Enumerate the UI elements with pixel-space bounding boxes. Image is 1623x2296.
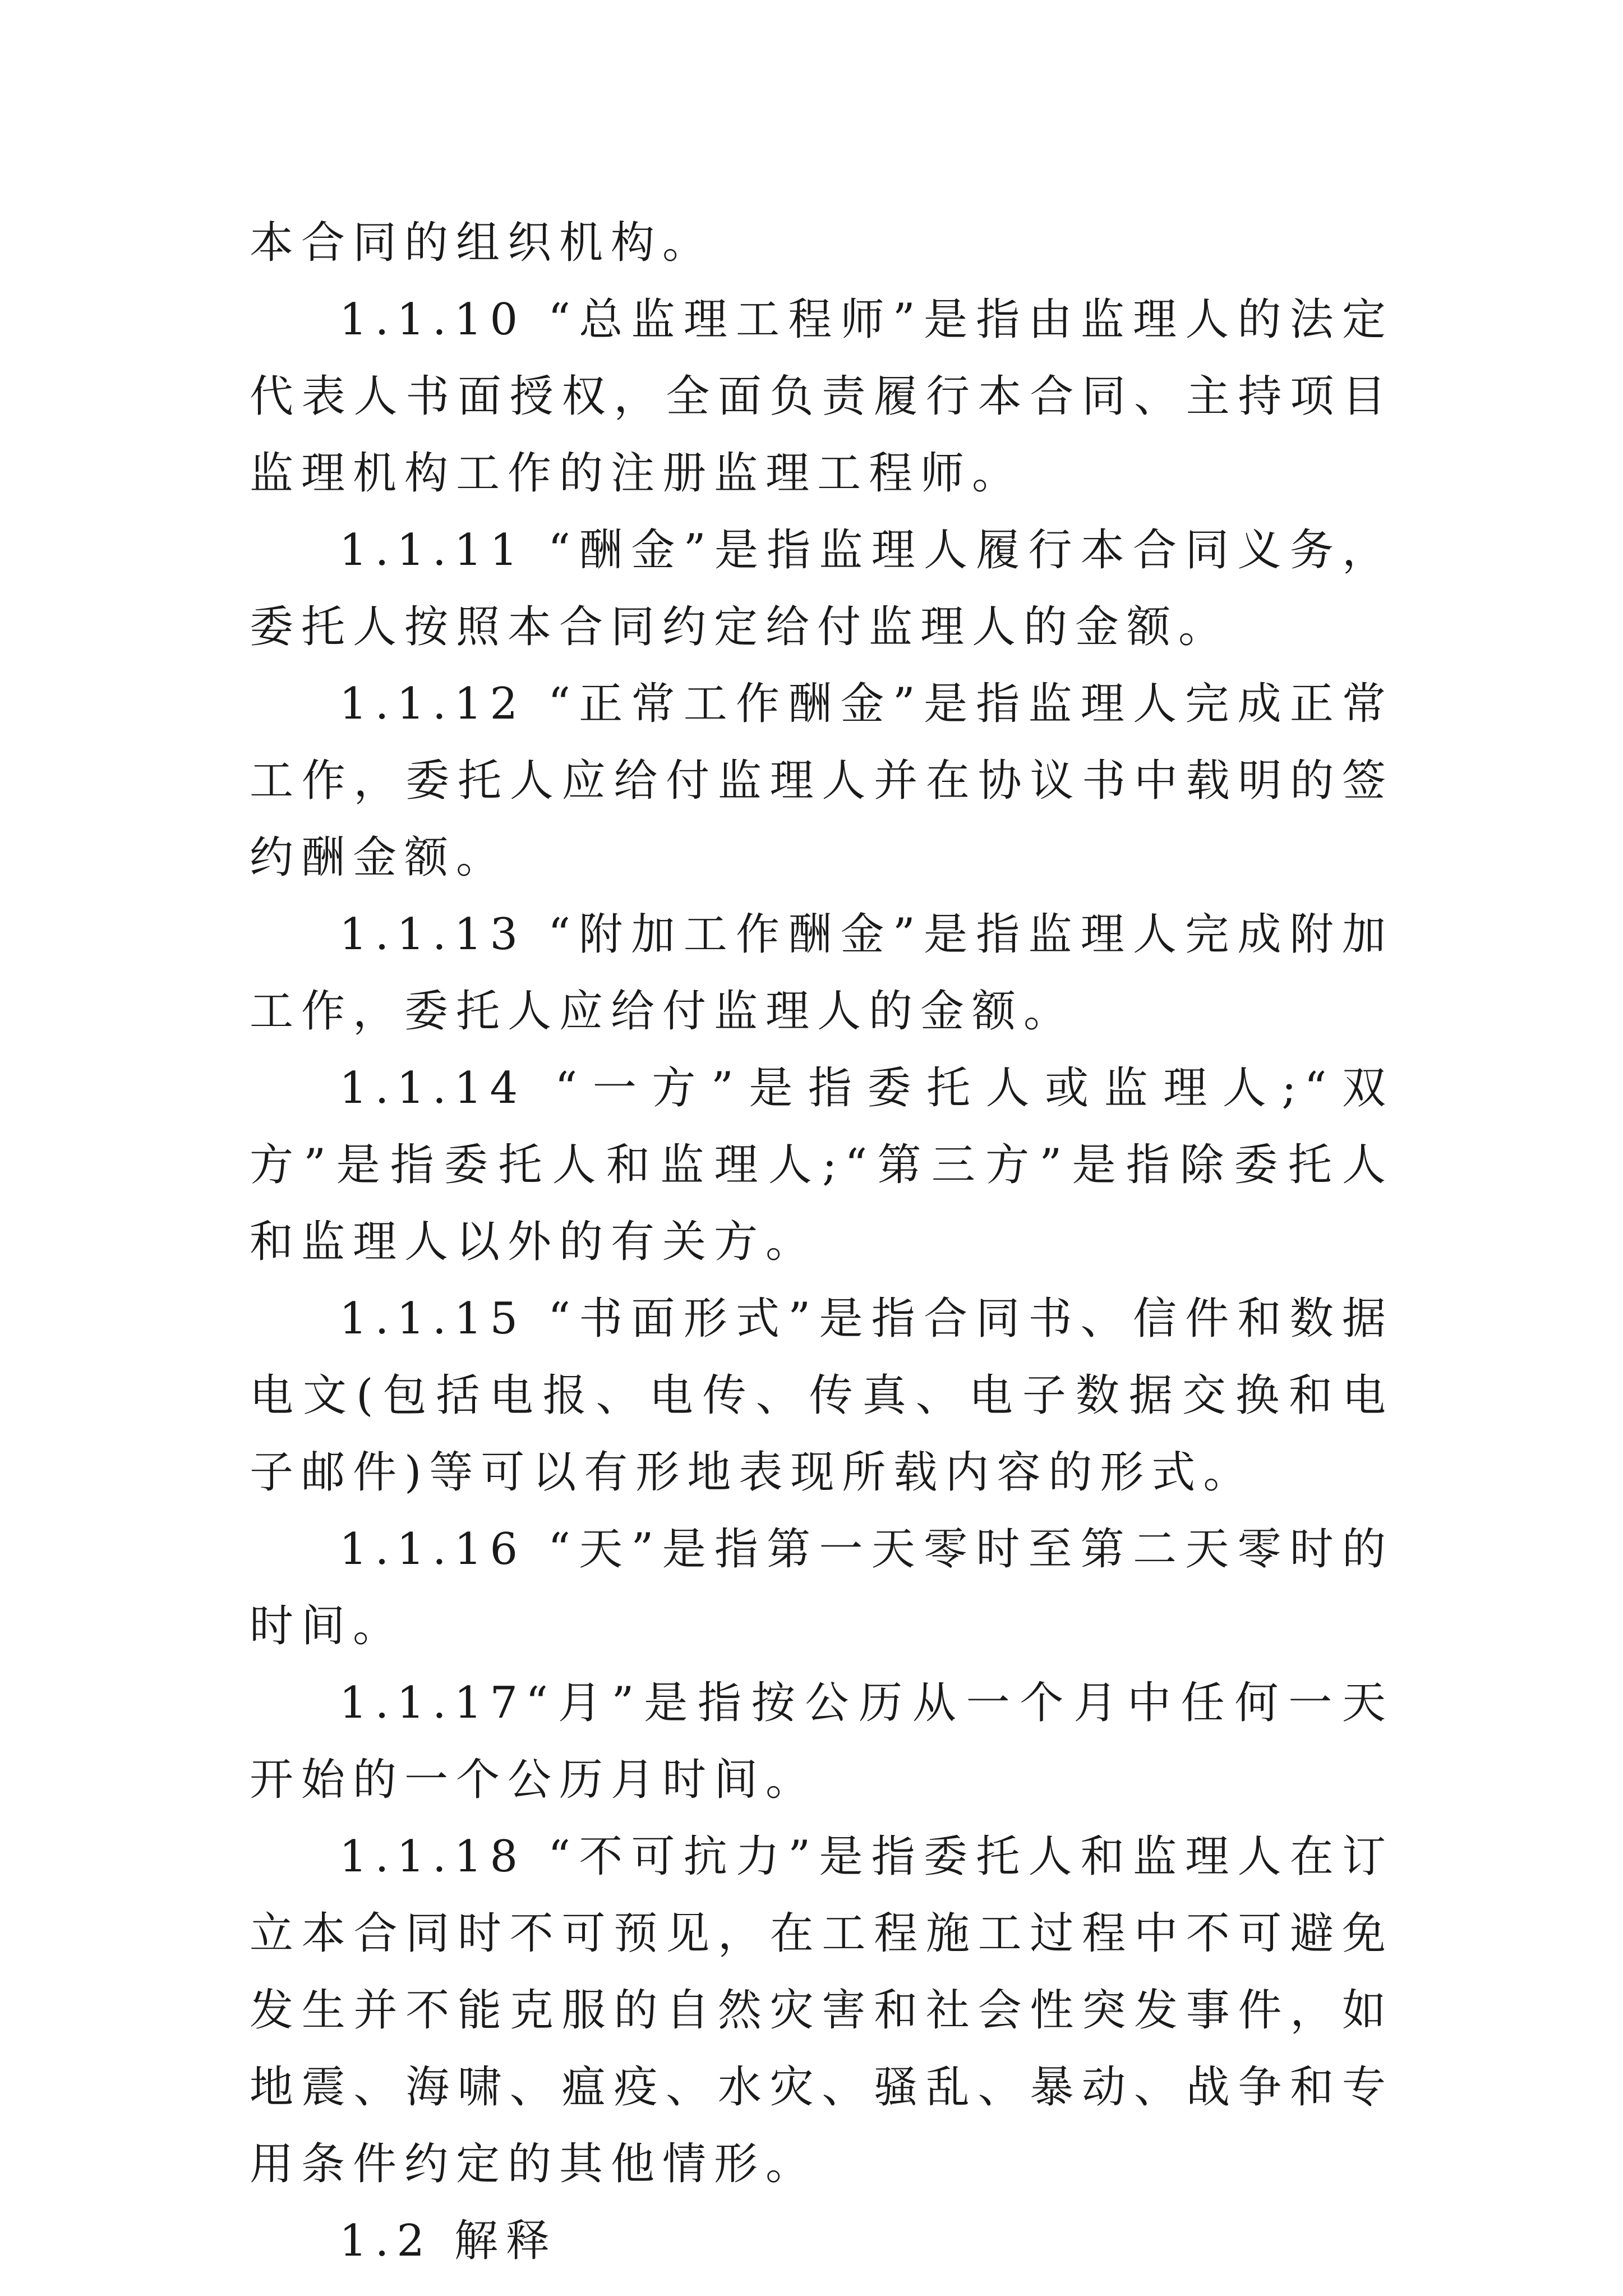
document-body <box>250 205 1394 2280</box>
clause-1-1-13: 1.1.13 “附加工作酬金”是指监理人完成附加工作，委托人应给付监理人的金额。 <box>250 909 1394 1037</box>
clause-1-1-14: 1.1.14 “一方”是指委托人或监理人;“双方”是指委托人和监理人;“第三方”是指除委托人和监理人以外的有关方。 <box>250 1063 1394 1267</box>
paragraph-organization: 本合同的组织机构。 <box>250 218 714 268</box>
clause-1-1-10: 1.1.10 “总监理工程师”是指由监理人的法定代表人书面授权，全面负责履行本合同、主持项目监理机构工作的注册监理工程师。 <box>250 295 1394 499</box>
clause-1-1-16: 1.1.16 “天”是指第一天零时至第二天零时的时间。 <box>250 1524 1394 1651</box>
clause-1-1-15: 1.1.15 “书面形式”是指合同书、信件和数据电文(包括电报、电传、传真、电子数据交换和电子邮件)等可以有形地表现所载内容的形式。 <box>250 1294 1394 1498</box>
clause-1-1-17: 1.1.17“月”是指按公历从一个月中任何一天开始的一个公历月时间。 <box>250 1678 1394 1805</box>
clause-1-1-12: 1.1.12 “正常工作酬金”是指监理人完成正常工作，委托人应给付监理人并在协议书中载明的签约酬金额。 <box>250 679 1394 883</box>
section-heading-1-2: 1.2 解释 <box>339 2216 557 2266</box>
clause-1-1-11: 1.1.11 “酬金”是指监理人履行本合同义务，委托人按照本合同约定给付监理人的金额。 <box>250 525 1394 652</box>
clause-1-1-18: 1.1.18 “不可抗力”是指委托人和监理人在订立本合同时不可预见，在工程施工过程中不可避免发生并不能克服的自然灾害和社会性突发事件，如地震、海啸、瘟疫、水灾、骚乱、暴动、战争和专用条件约定的其他情形。 <box>250 1832 1394 2189</box>
